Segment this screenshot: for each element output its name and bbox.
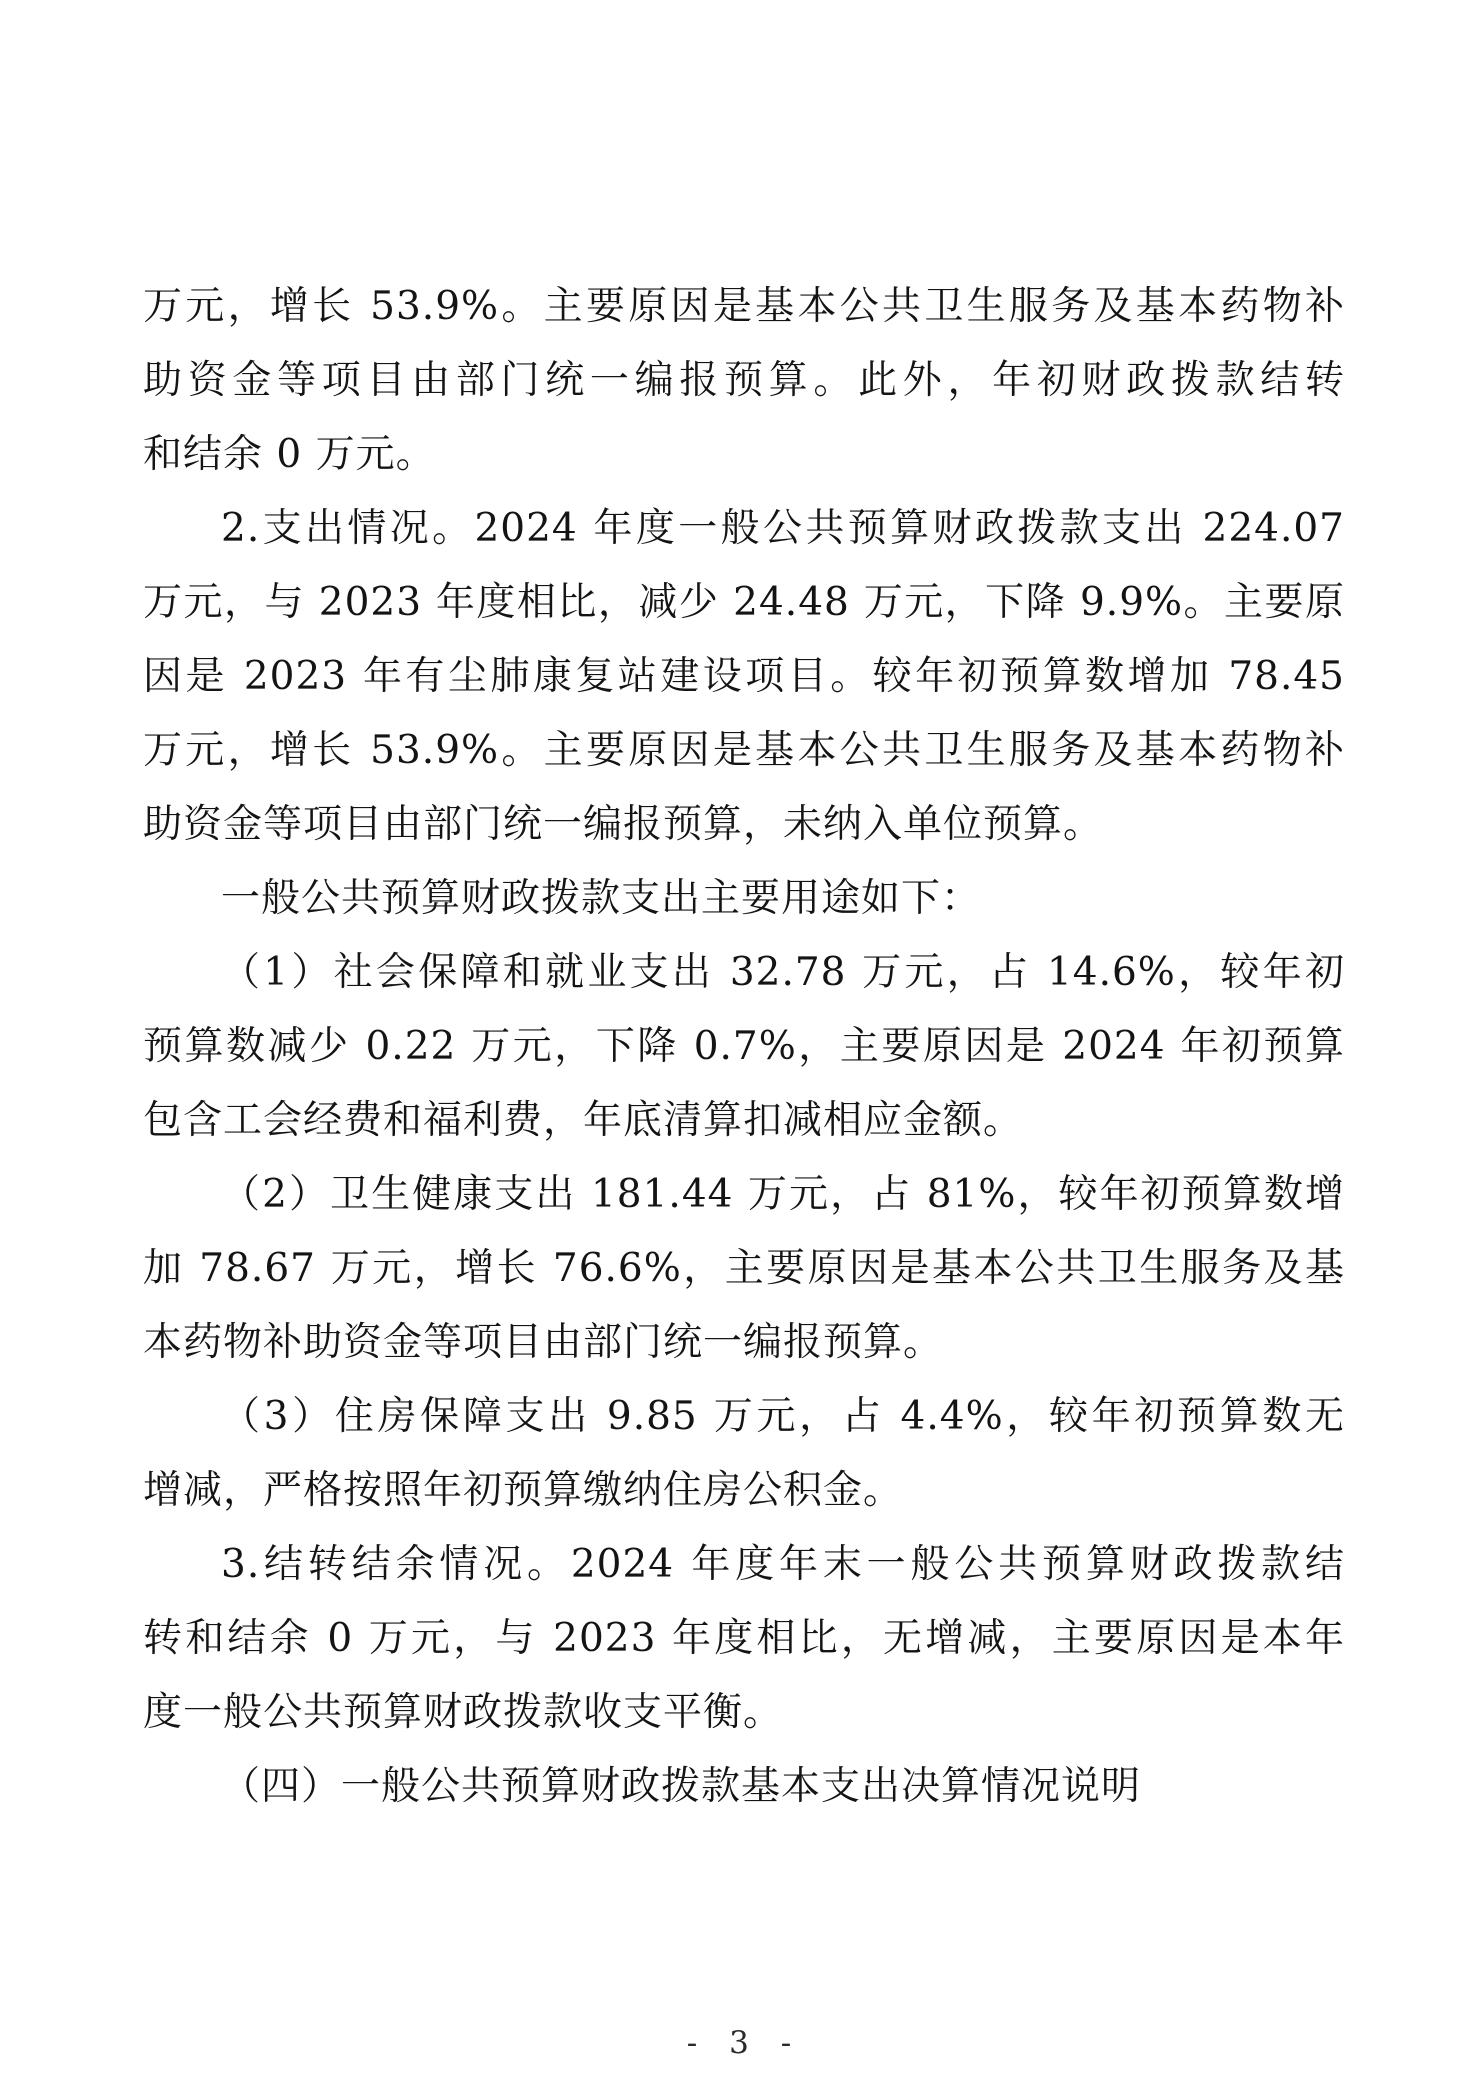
text-line: 万元，增长 53.9%。主要原因是基本公共卫生服务及基本药物补 (143, 284, 1345, 329)
text-line: 包含工会经费和福利费，年底清算扣减相应金额。 (143, 1098, 1024, 1143)
text-line: 3.结转结余情况。2024 年度年末一般公共预算财政拨款结 (221, 1542, 1345, 1587)
text-line: 2.支出情况。2024 年度一般公共预算财政拨款支出 224.07 (221, 506, 1345, 551)
text-line: 转和结余 0 万元，与 2023 年度相比，无增减，主要原因是本年 (143, 1616, 1345, 1661)
text-line: 度一般公共预算财政拨款收支平衡。 (143, 1690, 784, 1735)
text-line: （四）一般公共预算财政拨款基本支出决算情况说明 (221, 1764, 1142, 1809)
text-line: 一般公共预算财政拨款支出主要用途如下： (221, 876, 982, 921)
text-line: 因是 2023 年有尘肺康复站建设项目。较年初预算数增加 78.45 (143, 654, 1345, 699)
text-line: 加 78.67 万元，增长 76.6%，主要原因是基本公共卫生服务及基 (143, 1246, 1345, 1291)
text-line: 和结余 0 万元。 (143, 432, 436, 477)
text-line: 助资金等项目由部门统一编报预算，未纳入单位预算。 (143, 802, 1104, 847)
text-line: 万元，与 2023 年度相比，减少 24.48 万元，下降 9.9%。主要原 (143, 580, 1345, 625)
text-line: 助资金等项目由部门统一编报预算。此外，年初财政拨款结转 (143, 358, 1345, 403)
text-line: （1）社会保障和就业支出 32.78 万元，占 14.6%，较年初 (221, 950, 1345, 995)
document-body (143, 270, 1345, 1824)
text-line: 增减，严格按照年初预算缴纳住房公积金。 (143, 1468, 904, 1513)
text-line: （3）住房保障支出 9.85 万元，占 4.4%，较年初预算数无 (221, 1394, 1345, 1439)
text-line: （2）卫生健康支出 181.44 万元，占 81%，较年初预算数增 (221, 1172, 1345, 1217)
text-line: 预算数减少 0.22 万元，下降 0.7%，主要原因是 2024 年初预算 (143, 1024, 1345, 1069)
text-line: 本药物补助资金等项目由部门统一编报预算。 (143, 1320, 944, 1365)
text-line: 万元，增长 53.9%。主要原因是基本公共卫生服务及基本药物补 (143, 728, 1345, 773)
page-number: - 3 - (686, 2025, 795, 2061)
